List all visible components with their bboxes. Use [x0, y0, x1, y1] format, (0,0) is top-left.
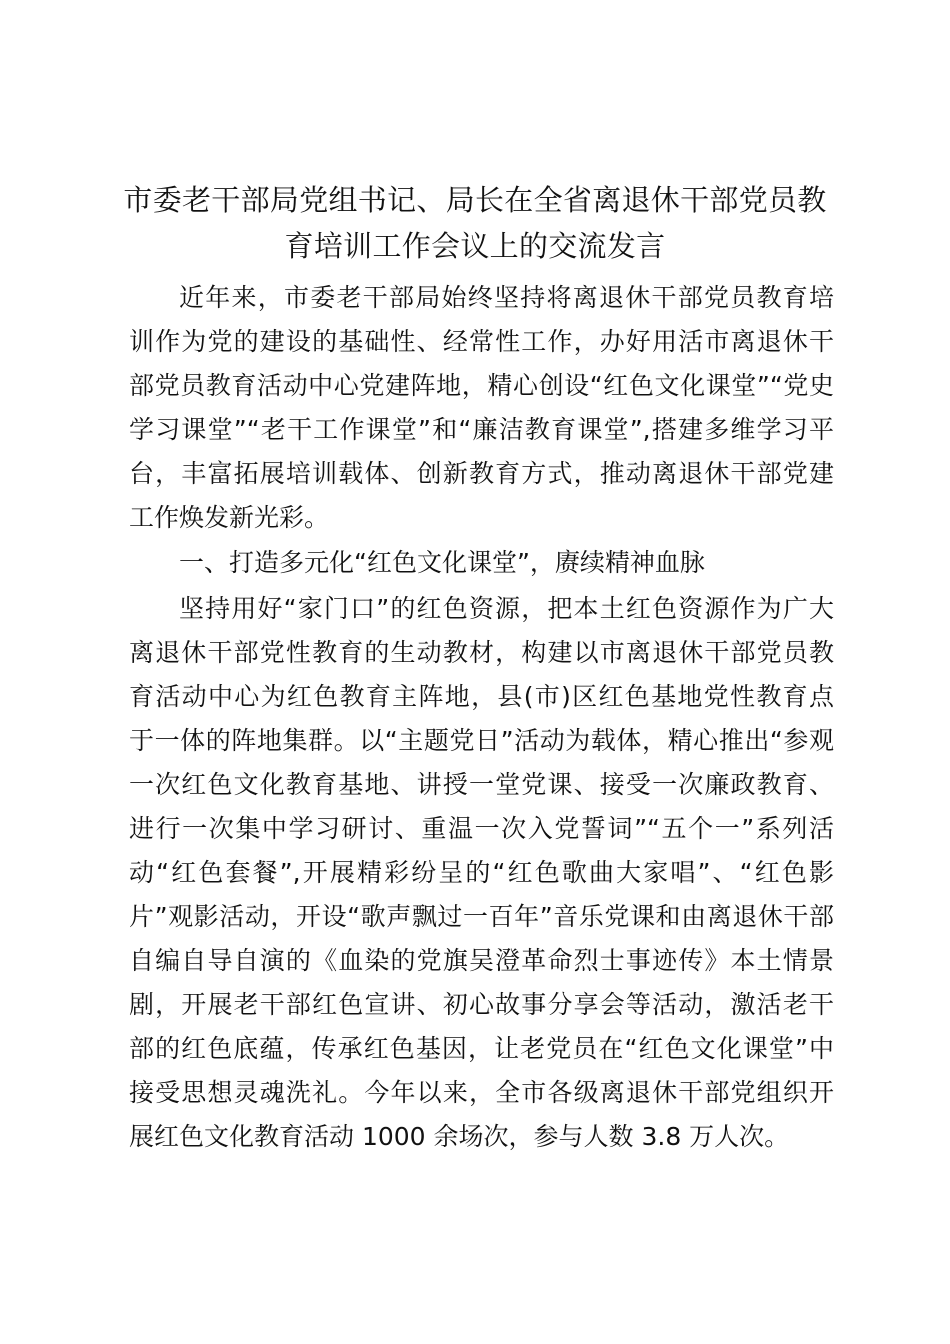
body-line: 剧，开展老干部红色宣讲、初心故事分享会等活动，激活老干 — [129, 990, 834, 1019]
body-line: 展红色文化教育活动 1000 余场次，参与人数 3.8 万人次。 — [129, 1122, 790, 1151]
body-line: 部的红色底蕴，传承红色基因，让老党员在“红色文化课堂”中 — [129, 1034, 834, 1063]
body-line: 进行一次集中学习研讨、重温一次入党誓词”“五个一”系列活 — [129, 814, 834, 843]
section-heading: 一、打造多元化“红色文化课堂”，赓续精神血脉 — [179, 548, 705, 577]
body-line: 一次红色文化教育基地、讲授一堂党课、接受一次廉政教育、 — [129, 770, 834, 799]
body-line: 自编自导自演的《血染的党旗吴澄革命烈士事迹传》本土情景 — [129, 946, 834, 975]
document-title-line-1: 市委老干部局党组书记、局长在全省离退休干部党员教 — [123, 183, 827, 217]
body-line: 坚持用好“家门口”的红色资源，把本土红色资源作为广大 — [179, 594, 834, 623]
body-line: 台，丰富拓展培训载体、创新教育方式，推动离退休干部党建 — [129, 459, 834, 488]
body-line: 离退休干部党性教育的生动教材，构建以市离退休干部党员教 — [129, 638, 834, 667]
body-line: 工作焕发新光彩。 — [129, 503, 330, 532]
body-line: 训作为党的建设的基础性、经常性工作，办好用活市离退休干 — [129, 327, 834, 356]
body-line: 于一体的阵地集群。以“主题党日”活动为载体，精心推出“参观 — [129, 726, 834, 755]
body-line: 近年来，市委老干部局始终坚持将离退休干部党员教育培 — [179, 283, 834, 312]
body-line: 接受思想灵魂洗礼。今年以来，全市各级离退休干部党组织开 — [129, 1078, 834, 1107]
body-line: 片”观影活动，开设“歌声飘过一百年”音乐党课和由离退休干部 — [129, 902, 834, 931]
body-line: 学习课堂”“老干工作课堂”和“廉洁教育课堂”,搭建多维学习平 — [129, 415, 834, 444]
body-line: 部党员教育活动中心党建阵地，精心创设“红色文化课堂”“党史 — [129, 371, 834, 400]
body-line: 育活动中心为红色教育主阵地，县(市)区红色基地党性教育点 — [129, 682, 834, 711]
document-title-line-2: 育培训工作会议上的交流发言 — [284, 229, 666, 263]
body-line: 动“红色套餐”,开展精彩纷呈的“红色歌曲大家唱”、“红色影 — [129, 858, 834, 887]
